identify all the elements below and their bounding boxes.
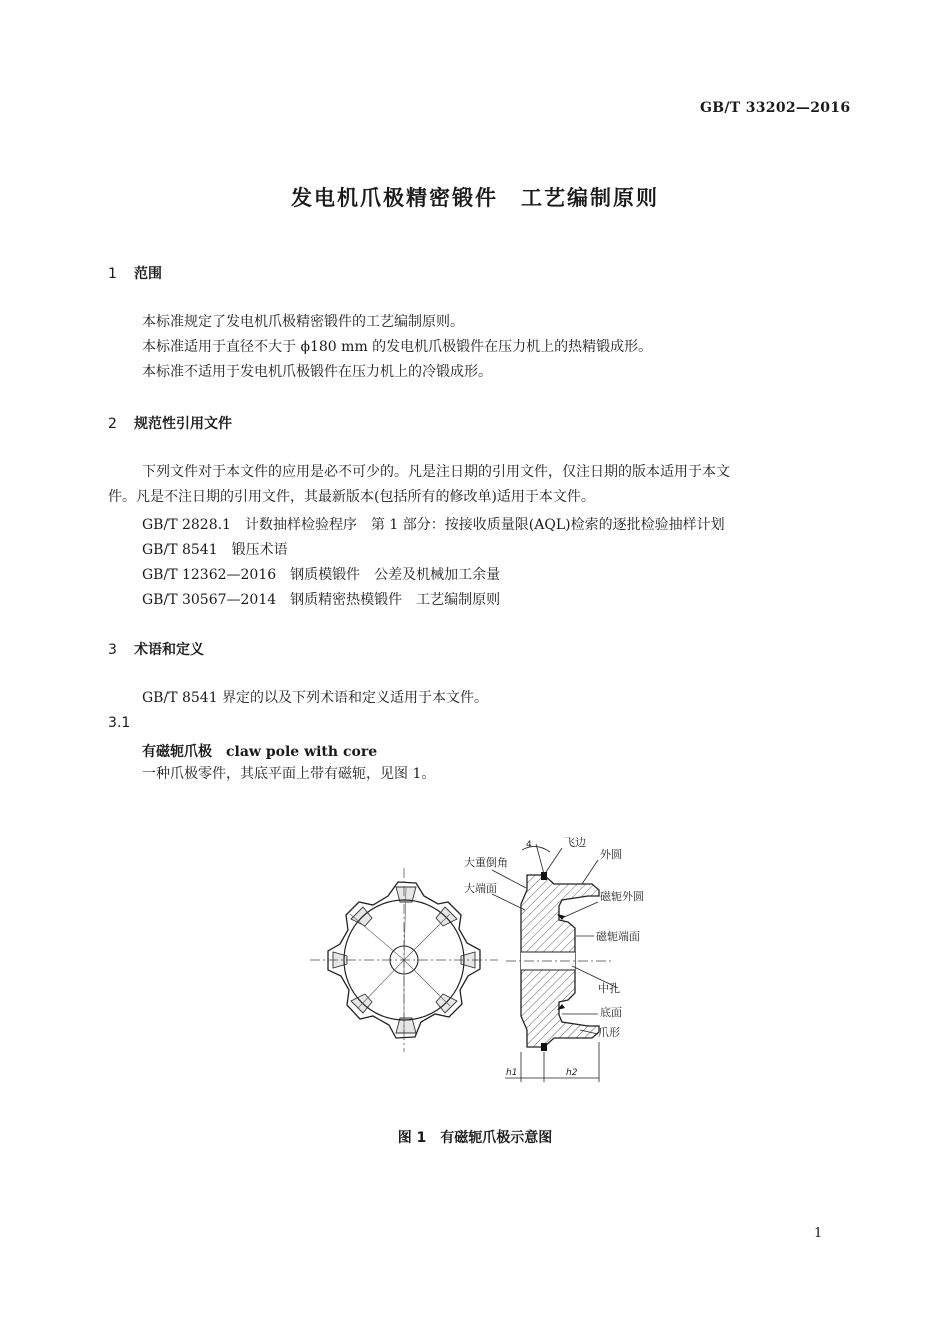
reference-title: 锻压术语 — [231, 542, 288, 558]
figure-caption: 图 1 有磁轭爪极示意图 — [397, 1130, 553, 1146]
center-hole-label: 中孔 — [598, 982, 620, 995]
section-3-intro: GB/T 8541 界定的以及下列术语和定义适用于本文件。 — [142, 690, 489, 706]
core-end-face-label: 磁轭端面 — [596, 930, 640, 943]
reference-title: 钢质模锻件 公差及机械加工余量 — [290, 567, 501, 583]
section-1-paragraph-1: 本标准规定了发电机爪极精密锻件的工艺编制原则。 — [142, 314, 464, 330]
section-number: 3 — [108, 642, 117, 658]
section-2-intro-line-1: 下列文件对于本文件的应用是必不可少的。凡是注日期的引用文件，仅注日期的版本适用于本文 — [142, 464, 730, 480]
reference-item — [142, 589, 500, 609]
term-definition: 一种爪极零件，其底平面上带有磁轭，见图 1。 — [142, 766, 436, 782]
outer-circle-label: 外圆 — [600, 848, 622, 861]
term-heading — [142, 741, 377, 761]
large-chamfer-label: 大重倒角 — [464, 856, 508, 869]
term-number: 3.1 — [108, 715, 131, 731]
section-1-paragraph-3: 本标准不适用于发电机爪极锻件在压力机上的冷锻成形。 — [142, 364, 492, 380]
section-title: 术语和定义 — [134, 642, 204, 658]
section-view — [506, 872, 612, 1051]
reference-item — [142, 564, 500, 584]
front-view — [310, 868, 498, 1052]
term-chinese: 有磁轭爪极 — [142, 744, 212, 760]
document-title: 发电机爪极精密锻件 工艺编制原则 — [291, 186, 659, 210]
large-end-face-label: 大端面 — [464, 882, 497, 895]
section-2-intro-line-2: 件。凡是不注日期的引用文件，其最新版本(包括所有的修改单)适用于本文件。 — [108, 489, 595, 505]
bottom-face-label: 底面 — [600, 1006, 622, 1019]
dimension-h2-label: h2 — [566, 1068, 578, 1078]
dimension-h1-label: h1 — [506, 1068, 518, 1078]
reference-code: GB/T 12362—2016 — [142, 567, 277, 583]
reference-title: 钢质精密热模锻件 工艺编制原则 — [290, 592, 501, 608]
page-number: 1 — [814, 1226, 823, 1241]
reference-code: GB/T 8541 — [142, 542, 218, 558]
flash-label: 飞边 — [564, 836, 586, 849]
reference-item — [142, 514, 725, 534]
section-2-heading — [108, 413, 232, 433]
angle-label: 4 — [526, 840, 532, 850]
section-1-heading — [108, 263, 162, 283]
reference-code: GB/T 30567—2014 — [142, 592, 277, 608]
section-title: 范围 — [134, 266, 162, 282]
reference-title: 计数抽样检验程序 第 1 部分：按接收质量限(AQL)检索的逐批检验抽样计划 — [244, 517, 725, 533]
section-title: 规范性引用文件 — [134, 416, 232, 432]
section-number: 2 — [108, 416, 117, 432]
section-3-heading — [108, 639, 204, 659]
standard-code: GB/T 33202—2016 — [700, 100, 851, 116]
claw-shape-label: 爪形 — [598, 1026, 620, 1039]
figure-1 — [300, 830, 660, 1095]
section-number: 1 — [108, 266, 117, 282]
term-english: claw pole with core — [226, 744, 378, 760]
reference-code: GB/T 2828.1 — [142, 517, 231, 533]
reference-item — [142, 539, 288, 559]
core-outer-circle-label: 磁轭外圆 — [600, 890, 644, 903]
claw-pole-drawing — [300, 830, 660, 1095]
section-1-paragraph-2: 本标准适用于直径不大于 ϕ180 mm 的发电机爪极锻件在压力机上的热精锻成形。 — [142, 339, 653, 355]
